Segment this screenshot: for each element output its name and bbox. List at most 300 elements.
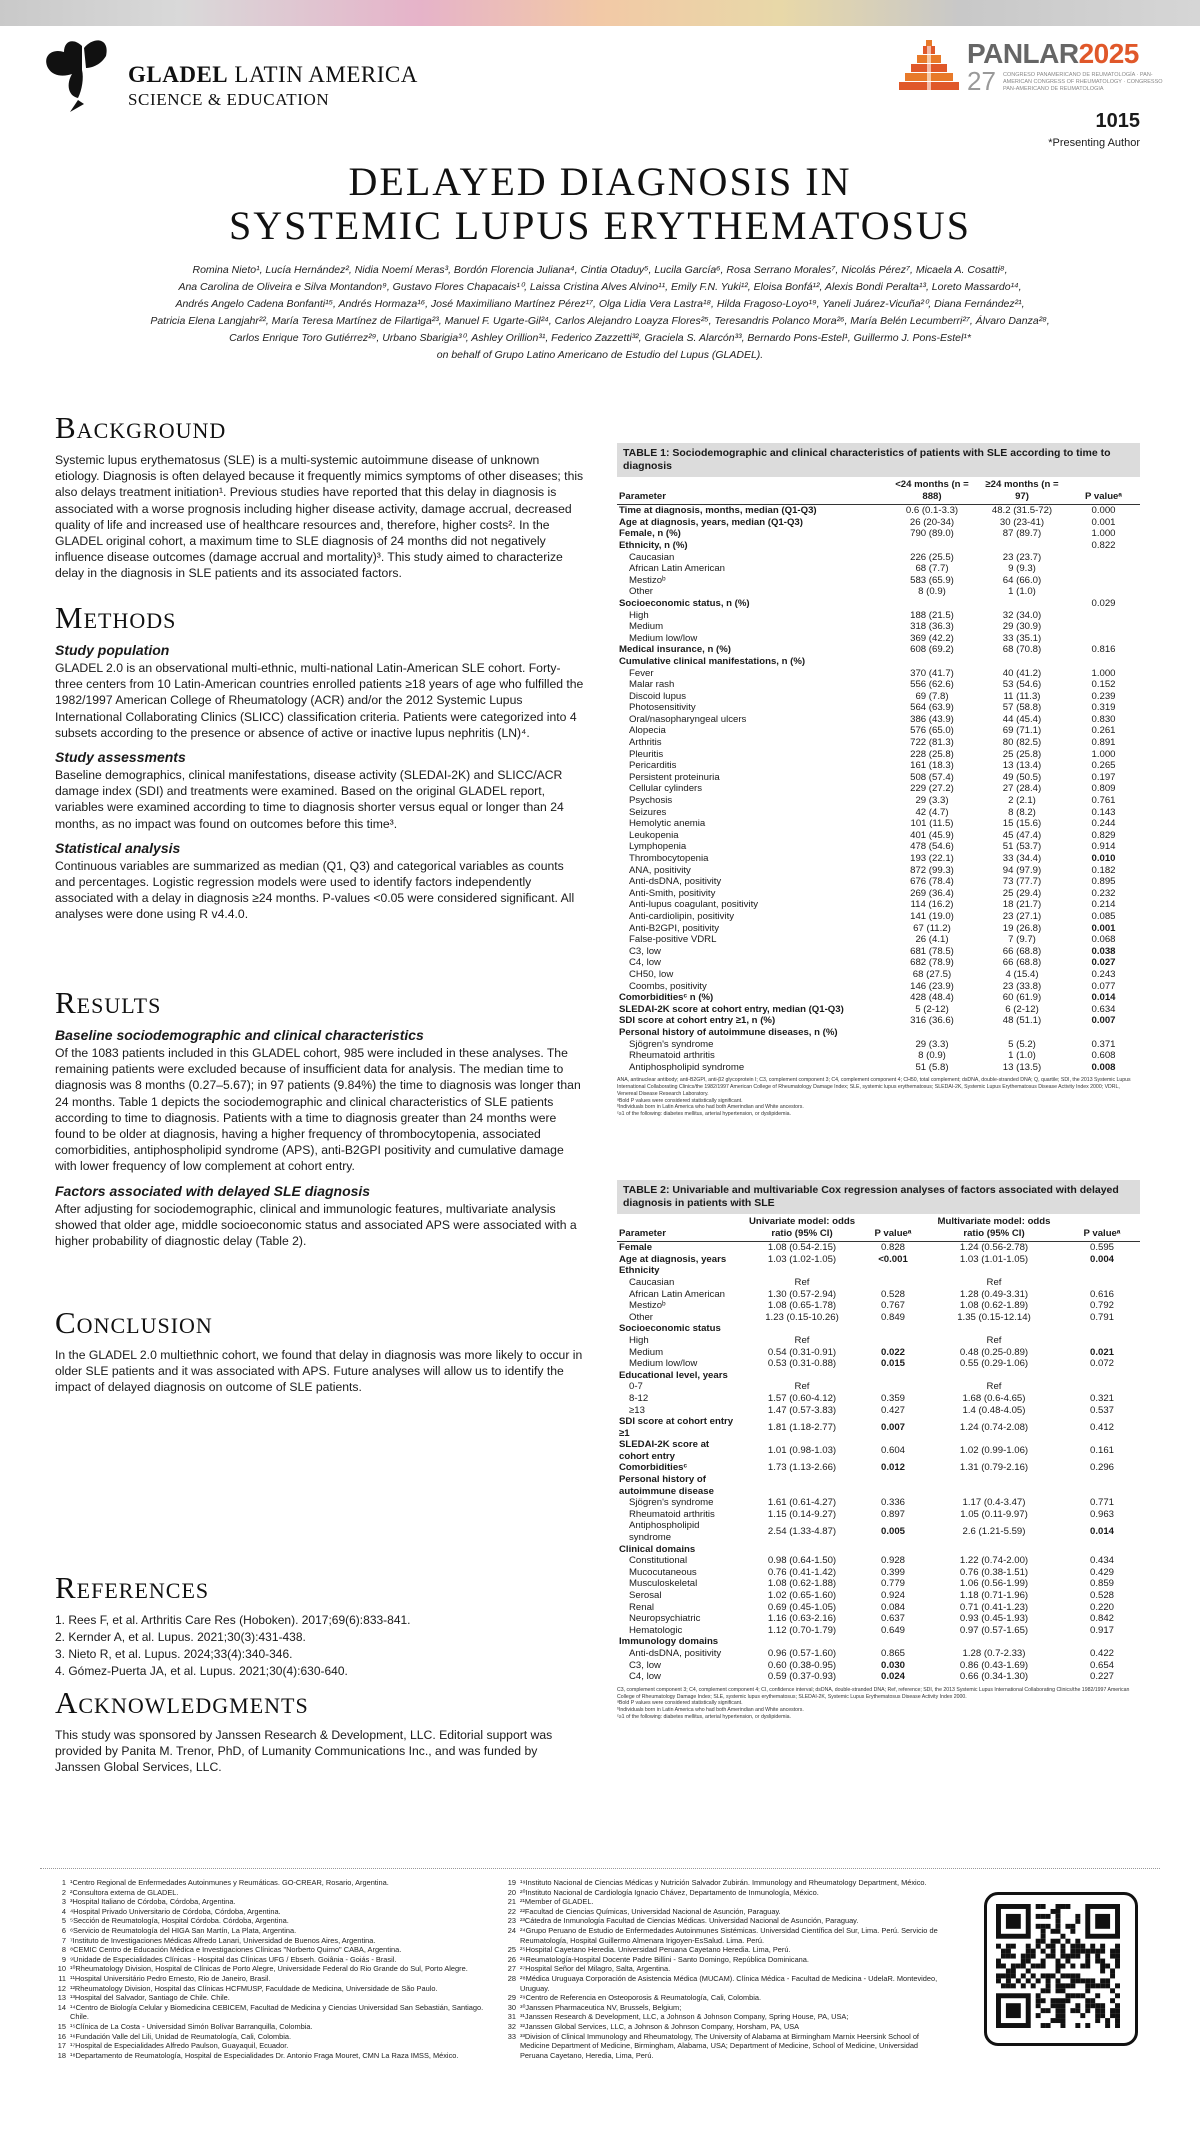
table-cell-ge24: 23 (33.8) (1002, 980, 1042, 992)
table-cell-univariate: 0.96 (0.57-1.60) (767, 1647, 837, 1659)
qr-code[interactable] (984, 1892, 1138, 2046)
table-cell-ge24: 48.2 (31.5-72) (991, 505, 1053, 517)
table-cell-ge24: 5 (5.2) (1008, 1038, 1036, 1050)
acknowledgments-section (55, 1685, 585, 1776)
table-cell-multi-p: 0.859 (1089, 1578, 1114, 1590)
table-note: ᶜ≥1 of the following: diabetes mellitus, arterial hypertension, or dyslipidemia. (617, 1111, 791, 1118)
table-cell-uni-p: 0.005 (880, 1526, 905, 1538)
affiliation-text: ¹⁹Instituto Nacional de Ciencias Médicas y Nutrición Salvador Zubirán. Immunology and Rheumatology Department, México. (520, 1878, 927, 1887)
table-row (617, 1520, 1140, 1543)
affiliation-item (50, 1907, 490, 1917)
table-cell-ge24: 2 (2.1) (1008, 795, 1036, 807)
study-assessments-text: Baseline demographics, clinical manifestations, disease activity (SLEDAI-2K) and SLICC/ACR damage index (SDI) and treatments were examined. Based on the original GLADEL report, variables were examined according to time to diagnosis shorter versus equal or longer than 24 months, as no impact was found on outcomes before this time³. (55, 768, 564, 831)
affiliation-number: 28 (507, 1973, 516, 1983)
table-cell-parameter: Sjögren's syndrome (629, 1497, 714, 1509)
affiliation-number: 5 (61, 1916, 66, 1926)
table-cell-univariate: 1.23 (0.15-10.26) (765, 1311, 839, 1323)
table-cell-lt24: 146 (23.9) (910, 980, 954, 992)
table-cell-pvalue: 0.214 (1091, 899, 1116, 911)
table-cell-multi-p: 0.595 (1089, 1242, 1114, 1254)
table-row (617, 575, 1140, 587)
table-cell-ge24: 27 (28.4) (1002, 783, 1042, 795)
affiliation-item (50, 2022, 490, 2032)
table-cell-parameter: C4, low (629, 1671, 661, 1683)
acknowledgments-heading: Acknowledgments (55, 1685, 309, 1720)
table-cell-multivariate: 0.86 (0.43-1.69) (959, 1659, 1029, 1671)
table-cell-parameter: Persistent proteinuria (629, 771, 720, 783)
logo-title: GLADEL LATIN AMERICA (128, 62, 418, 87)
table-cell-parameter: Clinical domains (619, 1543, 696, 1555)
table-cell-multi-p: 0.161 (1089, 1445, 1114, 1457)
table-cell-uni-p: 0.015 (880, 1358, 905, 1370)
table-cell-uni-p: 0.528 (880, 1288, 905, 1300)
table-cell-univariate: 0.76 (0.41-1.42) (767, 1566, 837, 1578)
table-cell-multivariate (924, 1636, 1064, 1648)
table-cell-multi-p (1064, 1370, 1140, 1382)
table-cell-lt24: 369 (42.2) (910, 632, 954, 644)
table-cell-univariate (742, 1370, 862, 1382)
affiliation-item (500, 1945, 940, 1955)
affiliation-text: ²⁶Reumatología-Hospital Docente Padre Billini - Santo Domingo, República Dominicana. (520, 1954, 809, 1964)
table-cell-lt24: 5 (2-12) (915, 1003, 949, 1015)
affiliation-text: ¹⁶Fundación Valle del Lili, Unidad de Reumatología, Cali, Colombia. (70, 2031, 292, 2041)
affiliation-item (500, 1888, 940, 1898)
affiliation-number: 16 (57, 2031, 66, 2041)
affiliation-text: ²⁰Instituto Nacional de Cardiología Ignacio Chávez, Departamento de Inmunología, México. (520, 1887, 819, 1897)
table-cell-lt24: 114 (16.2) (910, 899, 954, 911)
table-cell-multi-p: 0.616 (1089, 1288, 1114, 1300)
table-cell-univariate: 0.60 (0.38-0.95) (767, 1659, 837, 1671)
table-cell-univariate: 1.81 (1.18-2.77) (767, 1421, 837, 1433)
table-cell-ge24: 66 (68.8) (1002, 945, 1042, 957)
table-cell-pvalue: 0.829 (1091, 829, 1116, 841)
table-cell-lt24: 370 (41.7) (910, 667, 954, 679)
table-row (617, 1277, 1140, 1289)
table-cell-lt24: 26 (4.1) (915, 934, 949, 946)
table-cell-parameter: Anti-dsDNA, positivity (629, 1647, 722, 1659)
table-cell-univariate: 1.16 (0.63-2.16) (767, 1613, 837, 1625)
table-cell-pvalue: 0.239 (1091, 690, 1116, 702)
table-cell-ge24: 57 (58.8) (1002, 702, 1042, 714)
table-cell-ge24: 48 (51.1) (1002, 1015, 1042, 1027)
table-cell-multivariate (924, 1265, 1064, 1277)
table-row (617, 1439, 1140, 1462)
poster-number: 1015 (1095, 110, 1140, 132)
author-line: Carlos Enrique Toro Gutiérrez²⁹, Urbano Sbarigia³⁰, Ashley Orillion³¹, Federico Zazzetti³², Graciela S. Alarcón³³, Bernardo Pons-Estel¹, Guillermo J. Pons-Estel¹* (229, 332, 971, 344)
table-cell-parameter: Hematologic (629, 1624, 683, 1636)
table-cell-multivariate: 1.17 (0.4-3.47) (962, 1497, 1026, 1509)
table-cell-lt24 (887, 598, 977, 610)
table-cell-pvalue (1067, 610, 1140, 622)
table-cell-parameter: Thrombocytopenia (629, 853, 709, 864)
table-cell-parameter: Medium (629, 621, 664, 633)
table-cell-univariate: 1.73 (1.13-2.66) (767, 1462, 837, 1474)
table-cell-uni-p: 0.007 (880, 1421, 905, 1433)
table-cell-univariate: 0.59 (0.37-0.93) (767, 1671, 837, 1683)
affiliation-text: ³¹Janssen Research & Development, LLC, a Johnson & Johnson Company, Spring House, PA, USA; (520, 2012, 849, 2022)
table-cell-pvalue (1067, 621, 1140, 633)
table-cell-parameter: Cellular cylinders (629, 783, 703, 795)
affiliation-number: 6 (61, 1925, 66, 1935)
table-cell-lt24: 269 (36.4) (910, 887, 954, 899)
table-note: ᵇIndividuals born in Latin America who had both Amerindian and White ancestors. (617, 1707, 804, 1714)
table-row (617, 749, 1140, 761)
table-cell-lt24: 8 (0.9) (918, 1050, 946, 1062)
table-cell-pvalue: 0.068 (1091, 934, 1116, 946)
table-cell-ge24: 33 (34.4) (1002, 853, 1042, 864)
table-cell-multivariate: 1.24 (0.74-2.08) (959, 1421, 1029, 1433)
table-row (617, 783, 1140, 795)
table-cell-parameter: Immunology domains (619, 1636, 719, 1648)
table-cell-multivariate: 1.06 (0.56-1.99) (959, 1578, 1029, 1590)
affiliation-item (50, 1955, 490, 1965)
table-row (617, 1254, 1140, 1266)
table-cell-multivariate: 1.68 (0.6-4.65) (962, 1392, 1026, 1404)
table-row (617, 934, 1140, 946)
table-cell-parameter: Medium low/low (629, 1358, 698, 1370)
table-cell-uni-p: 0.897 (880, 1508, 905, 1520)
table-cell-multi-p (1064, 1636, 1140, 1648)
affiliation-number: 32 (507, 2021, 516, 2031)
reference-item: 2. Kernder A, et al. Lupus. 2021;30(3):431-438. (55, 1630, 306, 1644)
table-cell-uni-p (862, 1370, 924, 1382)
affiliation-item (500, 1878, 940, 1888)
table-row (617, 552, 1140, 564)
table-cell-ge24: 69 (71.1) (1002, 725, 1042, 737)
table-cell-univariate: 1.08 (0.54-2.15) (767, 1242, 837, 1254)
table-cell-lt24: 508 (57.4) (910, 771, 954, 783)
table-cell-uni-p (862, 1277, 924, 1289)
table-cell-multi-p: 0.434 (1089, 1555, 1114, 1567)
table-cell-parameter: Ethnicity (619, 1265, 660, 1277)
table-cell-uni-p: 0.637 (880, 1613, 905, 1625)
table-cell-parameter: Pleuritis (629, 748, 664, 760)
affiliation-text: ²⁹Centro de Referencia en Osteoporosis & Reumatología, Cali, Colombia. (520, 1993, 762, 2003)
table-cell-ge24: 29 (30.9) (1002, 621, 1042, 633)
table-cell-lt24: 229 (27.2) (910, 783, 954, 795)
table-row (617, 505, 1140, 517)
affiliation-number: 3 (61, 1897, 66, 1907)
affiliation-item (50, 1984, 490, 1994)
table-cell-ge24: 4 (15.4) (1005, 968, 1039, 980)
table-cell-uni-p: 0.427 (880, 1404, 905, 1416)
table-cell-ge24: 9 (9.3) (1008, 563, 1036, 575)
table-cell-univariate: 1.08 (0.65-1.78) (767, 1300, 837, 1312)
table-row (617, 1370, 1140, 1382)
table-cell-parameter: Other (629, 586, 653, 598)
statistical-analysis-text: Continuous variables are summarized as median (Q1, Q3) and categorical variables as counts and percentages. Logistic regression models were used to identify factors independently associated with a delay in diagnosis ≥24 months. P-values <0.05 were considered significant. All analyses were done using R v4.4.0. (55, 858, 575, 922)
methods-section (55, 600, 585, 985)
table-cell-pvalue: 0.265 (1091, 760, 1116, 772)
table-2-header-multi-p: P valueᵃ (1083, 1227, 1121, 1239)
table-cell-ge24 (977, 1027, 1067, 1039)
table-cell-univariate: Ref (794, 1381, 810, 1393)
table-row (617, 1462, 1140, 1474)
conclusion-section (55, 1305, 585, 1570)
table-row (617, 1544, 1140, 1556)
table-1-grid (617, 477, 1140, 1073)
table-cell-multivariate (924, 1474, 1064, 1497)
table-cell-ge24: 33 (35.1) (1002, 632, 1042, 644)
table-cell-ge24: 40 (41.2) (1002, 667, 1042, 679)
table-cell-parameter: Age at diagnosis, years (619, 1253, 727, 1265)
table-cell-ge24: 68 (70.8) (1002, 644, 1042, 656)
table-cell-multivariate: Ref (986, 1276, 1002, 1288)
table-row (617, 656, 1140, 668)
title-line-2: SYSTEMIC LUPUS ERYTHEMATOSUS (228, 203, 972, 248)
table-cell-pvalue (1067, 1027, 1140, 1039)
methods-heading: Methods (55, 600, 177, 635)
table-row (617, 691, 1140, 703)
table-cell-lt24: 29 (3.3) (915, 1038, 949, 1050)
affiliation-item (50, 1993, 490, 2003)
factors-title: Factors associated with delayed SLE diagnosis (55, 1182, 371, 1199)
table-cell-multi-p: 0.412 (1089, 1421, 1114, 1433)
table-cell-uni-p (862, 1474, 924, 1497)
affiliation-number: 23 (507, 1916, 516, 1926)
table-cell-ge24: 60 (61.9) (1002, 992, 1042, 1004)
table-row (617, 1602, 1140, 1614)
table-cell-parameter: Fever (629, 667, 654, 679)
affiliation-text: ³⁰Janssen Pharmaceutica NV, Brussels, Belgium; (520, 2002, 682, 2012)
baseline-text: Of the 1083 patients included in this GLADEL cohort, 985 were included in these analyses. The remaining patients were excluded because of insufficient data for analysis. The median time to diagnosis was 8 months (0.27–5.67); in 97 patients (9.84%) the time to diagnosis was longer than 24 months. Table 1 depicts the sociodemographic and clinical characteristics of SLE patients according to time to diagnosis. Patients with a time to diagnosis greater than 24 months were found to be older at diagnosis, having a higher frequency of thrombocytopenia, associated comorbidities, antiphospholipid syndrome (APS), anti-B2GPI positivity and cumulative damage with lower frequency of low complement at cohort entry. (55, 1046, 581, 1174)
table-cell-multi-p: 0.792 (1089, 1300, 1114, 1312)
affiliation-text: ⁵Sección de Reumatología, Hospital Córdoba. Córdoba, Argentina. (70, 1916, 289, 1926)
table-cell-uni-p (862, 1544, 924, 1556)
table-row (617, 760, 1140, 772)
table-row (617, 1050, 1140, 1062)
affiliation-text: ¹⁵Clínica de La Costa - Universidad Simón Bolívar Barranquilla, Colombia. (70, 2021, 313, 2031)
table-cell-lt24 (887, 540, 977, 552)
table-cell-parameter: Psychosis (629, 795, 673, 807)
table-cell-ge24: 73 (77.7) (1002, 876, 1042, 888)
table-cell-parameter: 8-12 (629, 1392, 649, 1404)
table-row (617, 946, 1140, 958)
table-cell-parameter: Neuropsychiatric (629, 1613, 701, 1625)
logo-subtitle: SCIENCE & EDUCATION (128, 90, 330, 109)
table-cell-lt24: 101 (11.5) (910, 818, 954, 830)
table-cell-pvalue: 0.014 (1091, 992, 1116, 1004)
table-row (617, 1039, 1140, 1051)
table-cell-parameter: ≥13 (629, 1404, 645, 1416)
table-cell-lt24: 51 (5.8) (915, 1061, 949, 1073)
table-cell-parameter: Educational level, years (619, 1369, 728, 1381)
table-row (617, 1300, 1140, 1312)
table-cell-multi-p: 0.429 (1089, 1566, 1114, 1578)
table-cell-ge24: 11 (11.3) (1003, 690, 1041, 702)
table-cell-parameter: Lymphopenia (629, 841, 687, 853)
table-row (617, 540, 1140, 552)
background-heading: Background (55, 410, 227, 445)
table-row (617, 1578, 1140, 1590)
table-cell-parameter: Anti-Smith, positivity (629, 887, 716, 899)
affiliation-number: 9 (61, 1954, 66, 1964)
table-note: ANA, antinuclear antibody; anti-B2GPI, anti-β2 glycoprotein I; C3, complement component 3; C4, complement component 4; CH50, total complement; dsDNA, double-stranded DNA; Q, quartile; SDI, the 2013 Systemic Lupus International Collaborating Clinics/the 1982/1997 American College of Rheumatology Damage Index; SLE, systemic lupus erythematosus; SLEDAI-2K, Systemic Lupus Erythematosus Disease Activity Index 2000; VDRL, Venereal Disease Research Laboratory. (617, 1077, 1131, 1097)
table-cell-multivariate: 0.97 (0.57-1.65) (959, 1624, 1029, 1636)
affiliation-item (50, 1878, 490, 1888)
table-row (617, 586, 1140, 598)
author-line: on behalf of Grupo Latino Americano de Estudio del Lupus (GLADEL). (436, 349, 764, 361)
table-cell-pvalue: 0.077 (1091, 980, 1116, 992)
table-cell-lt24: 608 (69.2) (910, 644, 954, 656)
affiliation-text: ¹⁰Rheumatology Division, Hospital de Clínicas de Porto Alegre, Universidade Federal do Rio Grande do Sul, Porto Alegre. (70, 1964, 468, 1974)
table-cell-ge24: 15 (15.6) (1002, 818, 1042, 830)
table-cell-lt24: 69 (7.8) (915, 690, 949, 702)
baseline-title: Baseline sociodemographic and clinical characteristics (55, 1027, 424, 1043)
table-cell-uni-p (862, 1381, 924, 1393)
table-cell-parameter: C3, low (629, 1659, 661, 1671)
table-cell-multi-p: 0.842 (1089, 1613, 1114, 1625)
table-cell-ge24: 6 (2-12) (1005, 1003, 1039, 1015)
table-cell-multi-p (1064, 1265, 1140, 1277)
affiliation-item (500, 1974, 940, 1993)
table-cell-multi-p: 0.021 (1089, 1346, 1114, 1358)
panlar-logo (895, 36, 1175, 96)
table-row (617, 633, 1140, 645)
table-cell-parameter: Seizures (629, 806, 667, 818)
table-cell-multivariate: 0.71 (0.41-1.23) (959, 1601, 1029, 1613)
table-cell-pvalue: 0.371 (1091, 1038, 1116, 1050)
presenting-author-note: *Presenting Author (1048, 137, 1140, 149)
table-cell-lt24: 228 (25.8) (910, 748, 954, 760)
table-cell-multivariate: 1.4 (0.48-4.05) (962, 1404, 1026, 1416)
table-cell-pvalue: 0.608 (1091, 1050, 1116, 1062)
author-line: Ana Carolina de Oliveira e Silva Montandon⁹, Gustavo Flores Chapacais¹⁰, Laissa Cristina Alves Alvino¹¹, Emily F.N. Yuki¹², Eloisa Bonfá¹², Alexis Bondi Peralta¹³, Loreto Massardo¹⁴, (178, 281, 1022, 293)
table-cell-pvalue: 0.143 (1091, 806, 1116, 818)
table-cell-parameter: African Latin American (629, 563, 725, 575)
table-row (617, 1312, 1140, 1324)
table-cell-ge24: 19 (26.8) (1002, 922, 1042, 934)
table-row (617, 772, 1140, 784)
table-1-header-lt24: <24 months (n = 888) (895, 479, 969, 502)
table-cell-univariate (742, 1265, 862, 1277)
table-cell-uni-p (862, 1265, 924, 1277)
table-cell-univariate: 1.03 (1.02-1.05) (767, 1253, 837, 1265)
table-row (617, 528, 1140, 540)
table-note: ᵃBold P values were considered statistically significant. (617, 1700, 743, 1707)
table-row (617, 1648, 1140, 1660)
affiliation-text: ³Hospital Italiano de Córdoba, Córdoba, Argentina. (70, 1897, 236, 1907)
table-cell-multivariate: 1.24 (0.56-2.78) (959, 1242, 1029, 1254)
table-cell-univariate (742, 1544, 862, 1556)
table-cell-parameter: SLEDAI-2K score at cohort entry (619, 1439, 710, 1462)
affiliation-number: 8 (61, 1945, 66, 1955)
table-cell-parameter: Age at diagnosis, years, median (Q1-Q3) (619, 516, 803, 528)
table-cell-ge24: 18 (21.7) (1002, 899, 1042, 911)
table-cell-parameter: Mestizoᵇ (629, 574, 666, 586)
table-row (617, 807, 1140, 819)
table-cell-multivariate: 0.93 (0.45-1.93) (959, 1613, 1029, 1625)
table-cell-multivariate: 1.08 (0.62-1.89) (959, 1300, 1029, 1312)
affiliation-number: 12 (57, 1983, 66, 1993)
table-cell-pvalue: 0.232 (1091, 887, 1116, 899)
table-row (617, 1416, 1140, 1439)
table-cell-lt24: 478 (54.6) (910, 841, 954, 853)
table-cell-parameter: Hemolytic anemia (629, 818, 706, 830)
table-cell-pvalue: 0.010 (1091, 853, 1116, 864)
table-cell-parameter: SLEDAI-2K score at cohort entry, median (Q1-Q3) (619, 1003, 844, 1015)
affiliation-item (500, 2022, 940, 2032)
table-cell-pvalue: 0.197 (1091, 771, 1116, 783)
reference-item: 4. Gómez-Puerta JA, et al. Lupus. 2021;30(4):630-640. (55, 1664, 348, 1678)
table-row (617, 1405, 1140, 1417)
table-cell-lt24: 401 (45.9) (910, 829, 954, 841)
table-cell-pvalue: 0.809 (1091, 783, 1116, 795)
affiliation-item (50, 1916, 490, 1926)
table-cell-multi-p: 0.771 (1089, 1497, 1114, 1509)
table-row (617, 1555, 1140, 1567)
table-cell-univariate: 1.02 (0.65-1.60) (767, 1590, 837, 1601)
table-cell-pvalue: 0.319 (1091, 702, 1116, 714)
table-cell-multivariate (924, 1323, 1064, 1335)
conclusion-heading: Conclusion (55, 1305, 213, 1340)
table-cell-pvalue: 0.000 (1091, 505, 1116, 517)
affiliation-item (50, 1964, 490, 1974)
table-row (617, 1393, 1140, 1405)
table-cell-parameter: Photosensitivity (629, 702, 696, 714)
table-cell-pvalue (1067, 563, 1140, 575)
affiliation-number: 21 (507, 1897, 516, 1907)
panlar-subtitle: CONGRESO PANAMERICANO DE REUMATOLOGÍA · PAN-AMERICAN CONGRESS OF RHEUMATOLOGY · CONGRESSO PAN-AMERICANO DE REUMATOLOGIA (1003, 72, 1163, 92)
table-cell-parameter: SDI score at cohort entry ≥1 (619, 1416, 734, 1439)
table-row (617, 1323, 1140, 1335)
table-cell-univariate: Ref (794, 1276, 810, 1288)
table-cell-lt24: 682 (78.9) (910, 957, 954, 969)
table-row (617, 1358, 1140, 1370)
table-row (617, 1242, 1140, 1254)
table-note: ᶜ≥1 of the following: diabetes mellitus, arterial hypertension, or dyslipidemia. (617, 1713, 791, 1720)
table-cell-multi-p: 0.220 (1089, 1601, 1114, 1613)
table-row (617, 1474, 1140, 1497)
table-row (617, 1265, 1140, 1277)
table-cell-ge24: 80 (82.5) (1002, 737, 1042, 749)
author-line: Romina Nieto¹, Lucía Hernández², Nidia Noemí Meras³, Bordón Florencia Juliana⁴, Cintia Otaduy⁵, Lucila García⁶, Rosa Serrano Morales⁷, Nicolás Pérez⁷, Micaela A. Cosatti⁸, (192, 264, 1008, 276)
affiliation-number: 11 (58, 1973, 66, 1983)
table-cell-univariate: 1.01 (0.98-1.03) (767, 1445, 837, 1457)
table-cell-lt24: 576 (65.0) (910, 725, 954, 737)
affiliation-item (50, 1888, 490, 1898)
affiliation-text: ¹⁸Departamento de Reumatología, Hospital de Especialidades Dr. Antonio Fraga Mouret, CMN La Raza IMSS, México. (70, 2050, 459, 2060)
factors-text: After adjusting for sociodemographic, clinical and immunologic features, multivariate analysis showed that older age, middle socioeconomic status and associated APS were associated with a higher probability of diagnostic delay (Table 2). (55, 1201, 577, 1249)
table-cell-univariate: 1.61 (0.61-4.27) (767, 1497, 837, 1509)
table-cell-parameter: Coombs, positivity (629, 980, 707, 992)
table-cell-lt24: 872 (99.3) (910, 864, 954, 876)
table-note: ᵃBold P values were considered statistically significant. (617, 1097, 743, 1104)
table-note: C3, complement component 3; C4, complement component 4; CI, confidence interval; dsDNA, double-stranded DNA; Ref, reference; SDI, the 2013 Systemic Lupus International Collaborating Clinics/the 1982/1997 American College of Rheumatology Damage Index; SLE, systemic lupus erythematosus; SLEDAI-2K, Systemic Lupus Erythematosus Disease Activity Index 2000. (617, 1686, 1130, 1700)
table-cell-parameter: Oral/nasopharyngeal ulcers (629, 713, 747, 725)
table-cell-lt24: 226 (25.5) (910, 551, 954, 563)
affiliation-item (50, 1926, 490, 1936)
table-cell-pvalue: 0.634 (1091, 1003, 1116, 1015)
left-column (55, 410, 585, 1784)
affiliations-left (50, 1878, 490, 2060)
table-cell-lt24: 428 (48.4) (910, 992, 954, 1004)
table-cell-lt24 (887, 656, 977, 668)
statistical-analysis-title: Statistical analysis (55, 839, 181, 856)
table-cell-lt24: 68 (27.5) (912, 968, 952, 980)
table-cell-multivariate: 1.02 (0.99-1.06) (959, 1445, 1029, 1457)
table-row (617, 1660, 1140, 1672)
table-cell-ge24: 13 (13.5) (1002, 1061, 1042, 1073)
affiliation-item (500, 1993, 940, 2003)
affiliation-text: ²³Cátedra de Inmunología Facultad de Ciencias Médicas. Universidad Nacional de Asunción, Paraguay. (520, 1916, 859, 1926)
affiliation-number: 29 (507, 1993, 516, 2003)
table-cell-lt24: 316 (36.6) (910, 1015, 954, 1027)
table-cell-univariate: 1.08 (0.62-1.88) (767, 1578, 837, 1590)
table-cell-parameter: Rheumatoid arthritis (629, 1050, 715, 1062)
table-cell-multi-p: 0.963 (1089, 1508, 1114, 1520)
affiliation-text: ⁹Unidade de Especialidades Clínicas - Hospital das Clínicas UFG / Ebserh. Goiânia - Goiás - Brasil. (70, 1954, 397, 1964)
